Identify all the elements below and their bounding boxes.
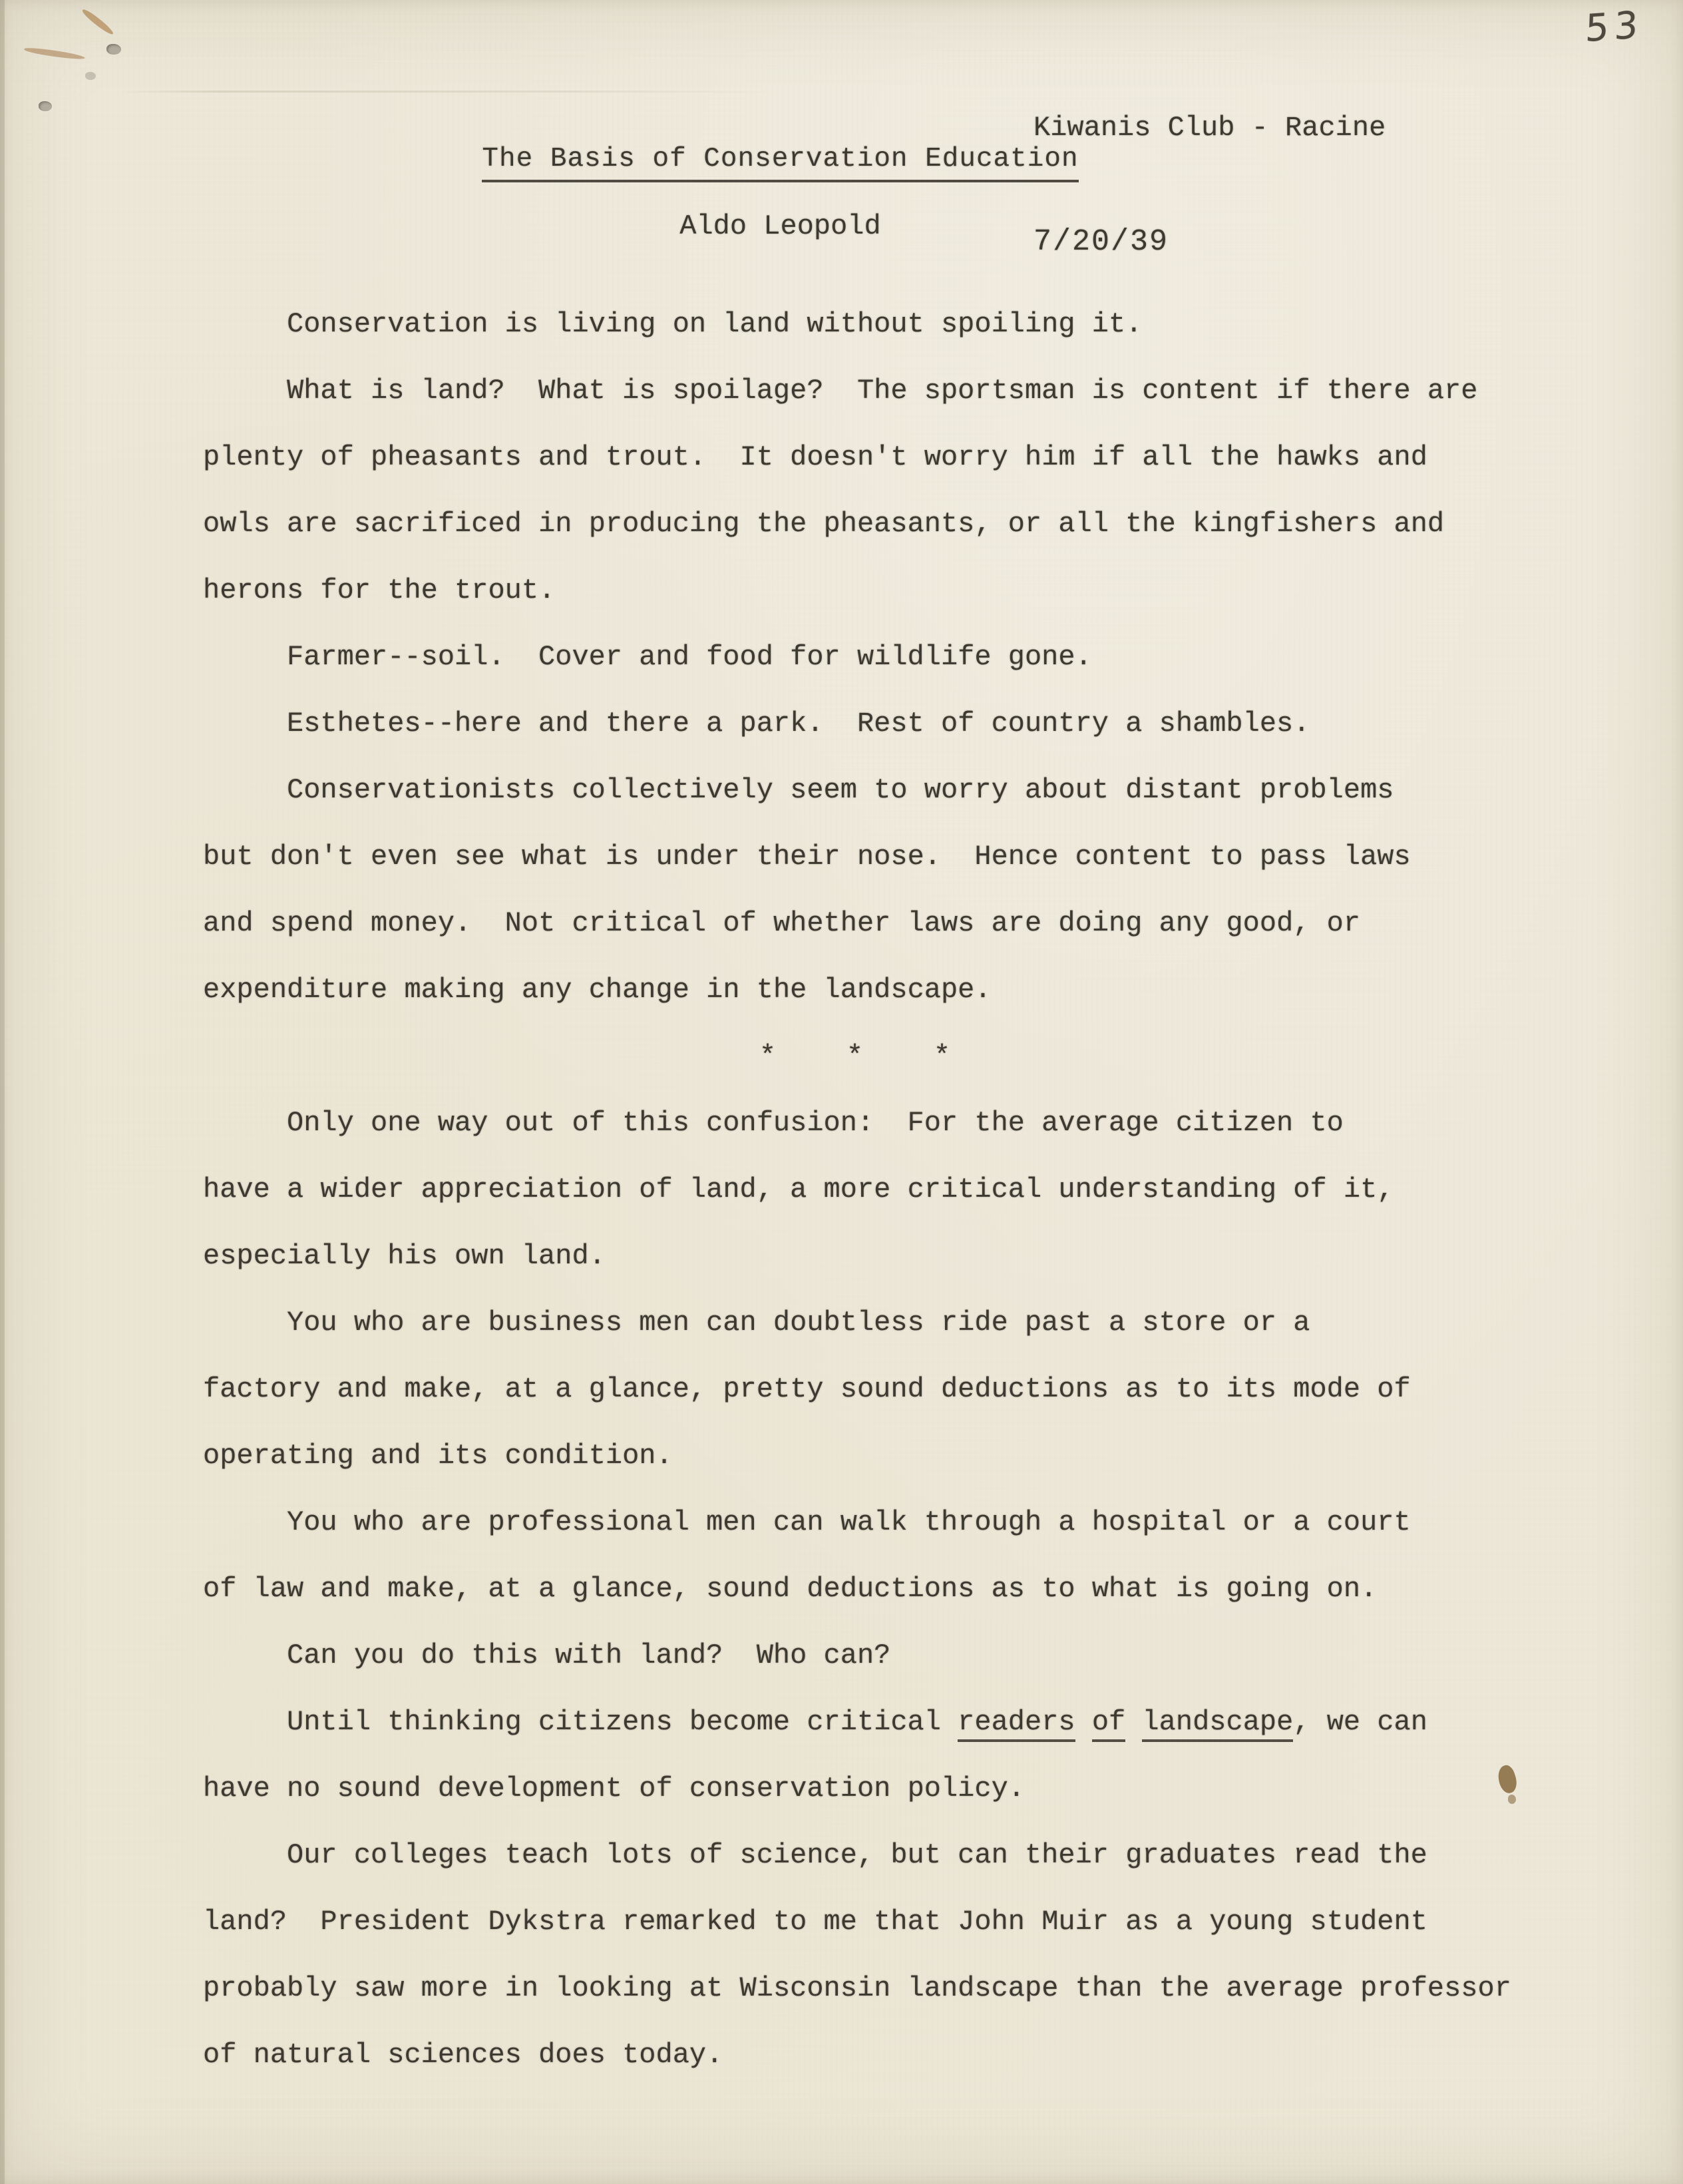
text-segment: operating and its condition. — [203, 1440, 673, 1472]
typed-line — [203, 357, 1507, 424]
text-segment: You who are business men can doubtless ride past a store or a — [287, 1307, 1310, 1339]
text-segment: owls are sacrificed in producing the pheasants, or all the kingfishers and — [203, 508, 1445, 540]
header-date: 7/20/39 — [1033, 225, 1169, 259]
text-segment: Farmer--soil. Cover and food for wildlife gone. — [287, 641, 1092, 673]
typed-line — [203, 1356, 1507, 1422]
text-segment: but don't even see what is under their nose. Hence content to pass laws — [203, 841, 1411, 873]
text-segment — [1075, 1706, 1092, 1738]
document-byline: Aldo Leopold — [679, 210, 881, 242]
rust-stain-mark — [81, 7, 115, 37]
typed-line — [203, 424, 1507, 491]
typed-line — [203, 690, 1507, 757]
typed-line — [203, 1489, 1507, 1556]
text-segment: * * * — [759, 1040, 952, 1072]
typed-line — [203, 1622, 1507, 1689]
text-segment: expenditure making any change in the landscape. — [203, 974, 992, 1006]
staple-scuff-mark — [85, 72, 96, 80]
text-segment: Esthetes--here and there a park. Rest of country a shambles. — [287, 708, 1310, 740]
text-segment: probably saw more in looking at Wisconsin landscape than the average professor — [203, 1972, 1511, 2004]
text-segment: You who are professional men can walk through a hospital or a court — [287, 1506, 1411, 1538]
paper-crease — [120, 91, 772, 93]
typed-line — [203, 1090, 1507, 1156]
header-organization: Kiwanis Club - Racine — [1033, 112, 1386, 144]
typed-line — [203, 2022, 1507, 2088]
staple-scuff-mark — [106, 44, 121, 55]
text-segment: factory and make, at a glance, pretty sound deductions as to its mode of — [203, 1373, 1411, 1405]
typed-line — [203, 823, 1507, 890]
text-segment: Only one way out of this confusion: For the average citizen to — [287, 1107, 1344, 1139]
title-row — [0, 144, 1683, 174]
typed-line — [203, 1888, 1507, 1955]
text-segment: Until thinking citizens become critical — [287, 1706, 958, 1738]
text-segment: have no sound development of conservation policy. — [203, 1773, 1026, 1805]
staple-scuff-mark — [39, 101, 52, 111]
handwritten-page-number: 53 — [1584, 3, 1644, 51]
typed-line — [203, 1755, 1507, 1822]
typed-line — [203, 1955, 1511, 2022]
typed-line — [203, 1689, 1507, 1755]
byline-row — [0, 210, 1683, 242]
text-segment: have a wider appreciation of land, a more critical understanding of it, — [203, 1174, 1394, 1205]
text-segment: Can you do this with land? Who can? — [287, 1639, 891, 1671]
underlined-phrase: readers — [958, 1706, 1075, 1742]
text-segment: of natural sciences does today. — [203, 2039, 723, 2071]
typed-line — [203, 1556, 1507, 1622]
text-segment: , we can — [1293, 1706, 1427, 1738]
text-segment: and spend money. Not critical of whether laws are doing any good, or — [203, 907, 1361, 939]
typed-line — [203, 1289, 1507, 1356]
text-segment — [1125, 1706, 1142, 1738]
typed-line — [203, 1822, 1507, 1888]
typed-line — [203, 890, 1507, 957]
underlined-phrase: of — [1092, 1706, 1125, 1742]
text-segment: herons for the trout. — [203, 574, 556, 606]
text-segment: of law and make, at a glance, sound deductions as to what is going on. — [203, 1573, 1378, 1605]
rust-stain-mark — [24, 47, 85, 61]
underlined-phrase: landscape — [1142, 1706, 1293, 1742]
typed-line — [203, 557, 1507, 624]
document-title: The Basis of Conservation Education — [482, 144, 1078, 182]
section-separator — [203, 1023, 1507, 1090]
typed-line — [203, 957, 1507, 1023]
text-segment: especially his own land. — [203, 1240, 606, 1272]
typed-line — [203, 757, 1507, 823]
body-lines — [203, 291, 1511, 2088]
typed-line — [203, 1223, 1507, 1289]
text-segment: Conservation is living on land without spoiling it. — [287, 308, 1143, 340]
typed-line — [203, 624, 1507, 690]
text-segment: What is land? What is spoilage? The sportsman is content if there are — [287, 375, 1478, 407]
text-segment: plenty of pheasants and trout. It doesn't worry him if all the hawks and — [203, 441, 1427, 473]
ink-stain-mark — [1508, 1795, 1516, 1804]
text-segment: Conservationists collectively seem to worry about distant problems — [287, 774, 1394, 806]
typed-line — [203, 1422, 1507, 1489]
text-segment: Our colleges teach lots of science, but can their graduates read the — [287, 1839, 1427, 1871]
typed-line — [203, 291, 1507, 357]
typed-line — [203, 1156, 1507, 1223]
text-segment: land? President Dykstra remarked to me that John Muir as a young student — [203, 1906, 1427, 1938]
typed-line — [203, 491, 1507, 557]
scan-edge-shadow — [0, 0, 5, 2184]
